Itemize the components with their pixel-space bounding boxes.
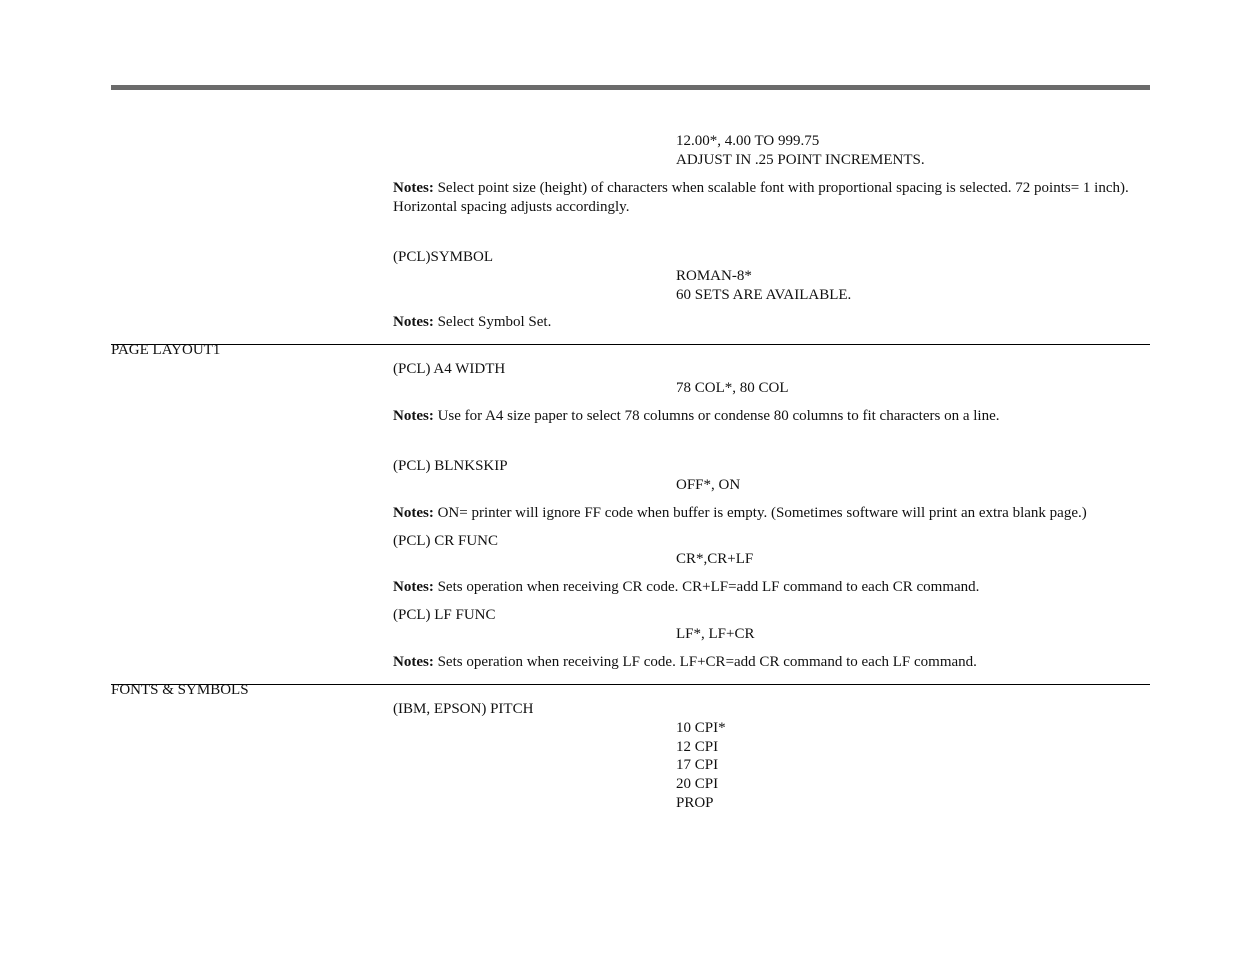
section-title-page-layout: PAGE LAYOUT1	[111, 342, 221, 358]
pitch-value: 17 CPI	[676, 757, 719, 774]
pitch-values	[676, 719, 726, 812]
header-rule	[111, 85, 1150, 90]
note-text: Sets operation when receiving LF code. LF+CR=add CR command to each LF command.	[437, 654, 977, 670]
symbol-value: 60 SETS ARE AVAILABLE.	[676, 286, 852, 303]
symbol-value: ROMAN-8*	[676, 268, 752, 284]
symbol-note	[393, 313, 551, 332]
setting-value-blnkskip: OFF*, ON	[676, 477, 741, 493]
pitch-value: 10 CPI*	[676, 720, 726, 736]
section-divider	[111, 684, 1150, 685]
point-size-values	[676, 132, 925, 169]
note-text: Select Symbol Set.	[437, 314, 552, 330]
point-size-value: 12.00*, 4.00 TO 999.75	[676, 133, 820, 149]
notes-label: Notes:	[393, 314, 434, 330]
setting-value-lf-func: LF*, LF+CR	[676, 626, 755, 642]
setting-value-cr-func: CR*,CR+LF	[676, 551, 754, 567]
section-divider	[111, 344, 1150, 345]
setting-name-a4-width: (PCL) A4 WIDTH	[393, 361, 506, 377]
notes-label: Notes:	[393, 654, 434, 670]
notes-label: Notes:	[393, 180, 434, 196]
note-text: Sets operation when receiving CR code. CR+LF=add LF command to each CR command.	[437, 579, 980, 595]
note-text: ON= printer will ignore FF code when buffer is empty. (Sometimes software will print an extra blank page.)	[437, 505, 1087, 521]
blnkskip-note	[393, 504, 1087, 523]
a4-width-note	[393, 407, 1000, 426]
pitch-value: PROP	[676, 794, 714, 811]
symbol-values	[676, 267, 851, 304]
notes-label: Notes:	[393, 505, 434, 521]
note-text: Select point size (height) of characters when scalable font with proportional spacing is selected. 72 points= 1 inch). Horizontal spacing adjusts accordingly.	[393, 180, 1129, 215]
setting-value-a4-width: 78 COL*, 80 COL	[676, 380, 789, 396]
notes-label: Notes:	[393, 579, 434, 595]
cr-func-note	[393, 578, 979, 597]
setting-name-pitch: (IBM, EPSON) PITCH	[393, 701, 534, 717]
setting-name-cr-func: (PCL) CR FUNC	[393, 533, 499, 549]
section-title-fonts-symbols: FONTS & SYMBOLS	[111, 682, 249, 698]
pitch-value: 20 CPI	[676, 776, 719, 793]
note-text: Use for A4 size paper to select 78 columns or condense 80 columns to fit characters on a line.	[437, 408, 1000, 424]
point-size-note	[393, 179, 1133, 217]
setting-name-symbol: (PCL)SYMBOL	[393, 249, 494, 265]
setting-name-lf-func: (PCL) LF FUNC	[393, 607, 496, 623]
setting-name-blnkskip: (PCL) BLNKSKIP	[393, 458, 508, 474]
point-size-value: ADJUST IN .25 POINT INCREMENTS.	[676, 151, 925, 168]
pitch-value: 12 CPI	[676, 738, 719, 755]
notes-label: Notes:	[393, 408, 434, 424]
lf-func-note	[393, 653, 977, 672]
